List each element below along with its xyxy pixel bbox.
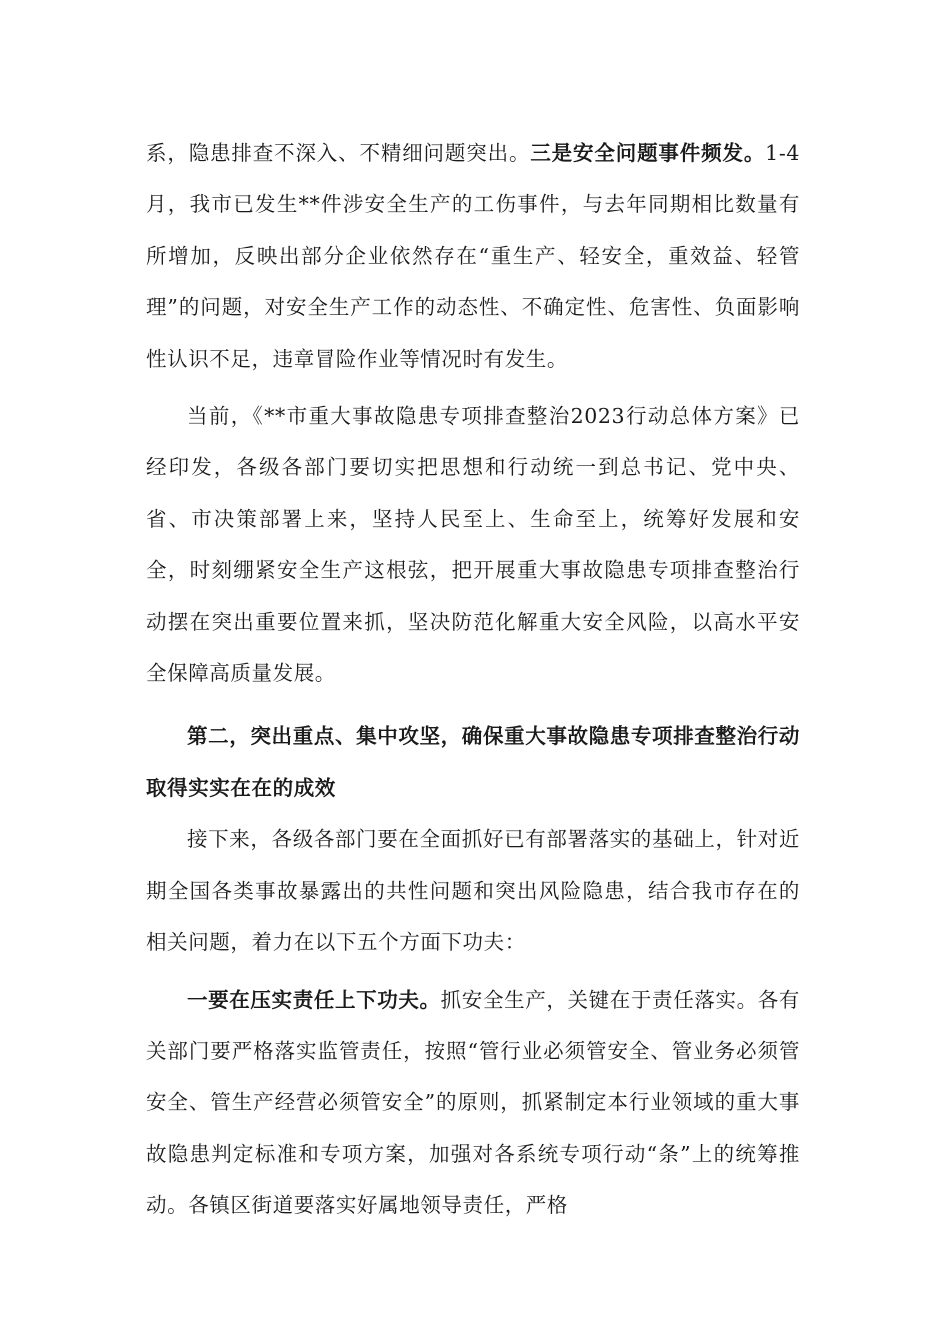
bold-lead-third-point: 三是安全问题事件频发。 (530, 141, 766, 165)
paragraph-text: 当前，《**市重大事故隐患专项排查整治2023行动总体方案》已经印发，各级各部门要切实把思想和行动统一到总书记、党中央、省、市决策部署上来，坚持人民至上、生命至上，统筹好发展和安全，时刻绷紧安全生产这根弦，把开展重大事故隐患专项排查整治行动摆在突出重要位置来抓，坚决防范化解重大安全风险，以高水平安全保障高质量发展。 (146, 404, 800, 686)
bold-lead-first-requirement: 一要在压实责任上下功夫。 (187, 987, 441, 1012)
paragraph-responsibility (146, 975, 800, 1232)
paragraph-text: 抓安全生产，关键在于责任落实。各有关部门要严格落实监管责任，按照“管行业必须管安全、管业务必须管安全、管生产经营必须管安全”的原则，抓紧制定本行业领域的重大事故隐患判定标准和专项方案，加强对各系统专项行动“条”上的统筹推动。各镇区街道要落实好属地领导责任，严格 (146, 987, 800, 1218)
paragraph-next-steps (146, 814, 800, 968)
paragraph-current-plan (146, 391, 800, 699)
paragraph-text: 接下来，各级各部门要在全面抓好已有部署落实的基础上，针对近期全国各类事故暴露出的共性问题和突出风险隐患，结合我市存在的相关问题，着力在以下五个方面下功夫： (146, 827, 800, 955)
paragraph-text: 系，隐患排查不深入、不精细问题突出。 (146, 141, 531, 165)
paragraph-risk-events (146, 128, 800, 385)
document-body (146, 128, 800, 1232)
section-heading-second (146, 711, 800, 814)
heading-text: 第二，突出重点、集中攻坚，确保重大事故隐患专项排查整治行动取得实实在在的成效 (146, 724, 800, 800)
paragraph-text: 1-4月，我市已发生**件涉安全生产的工伤事件，与去年同期相比数量有所增加，反映出部分企业依然存在“重生产、轻安全，重效益、轻管理”的问题，对安全生产工作的动态性、不确定性、危害性、负面影响性认识不足，违章冒险作业等情况时有发生。 (146, 141, 800, 371)
